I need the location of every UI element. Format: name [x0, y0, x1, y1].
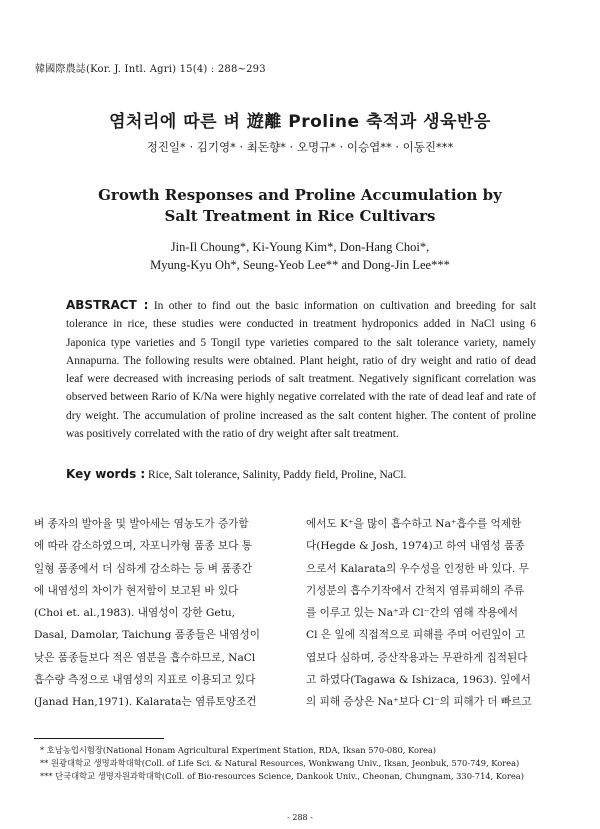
abstract-line: variety, namely Annapurna. The following results were obtained. Plant height, ratio of dry: [66, 336, 536, 367]
english-authors-line-1: Jin-Il Choung*, Ki-Young Kim*, Don-Hang Choi*,: [170, 240, 430, 254]
abstract-line: In other to find out the basic information on cultivation and breeding for salt: [153, 300, 537, 312]
abstract-line: Negatively significant correlation was observed between Rario of K/Na were highly negative: [66, 373, 536, 404]
footnote: ** 원광대학교 생명과학대학(Coll. of Life Sci. & Natural Resources, Wonkwang Univ., Iksan, Jeonbuk, 570-749, Korea): [40, 758, 520, 768]
abstract-line: tolerance in rice, these studies were conducted in treatment hydroponics added in NaCl: [66, 318, 495, 331]
body-line: 벼 종자의 발아율 및 발아세는 염농도가 증가함: [34, 518, 249, 530]
body-line: 를 이루고 있는 Na⁺과 Cl⁻간의 염해 작용에서: [306, 607, 518, 620]
footnote-divider: [34, 738, 164, 739]
footnotes: [40, 744, 580, 783]
korean-authors: 정진일* · 김기영* · 최돈향* · 오명규* · 이승엽** · 이동진***: [146, 140, 454, 154]
body-line: 다(Hegde & Josh, 1974)고 하여 내염성 품종: [306, 540, 525, 553]
body-line: (Janad Han,1971). Kalarata는 염류토양조건: [34, 696, 257, 709]
body-line: 엽보다 심하며, 증산작용과는 무관하게 집적된다: [306, 651, 528, 664]
body-line: Cl 은 잎에 직접적으로 피해를 주며 어린잎이 고: [306, 629, 526, 642]
journal-citation: 韓國際農誌(Kor. J. Intl. Agri) 15(4) : 288~293: [35, 64, 266, 75]
abstract-line: the ratio of dry weight after salt treatment.: [205, 428, 399, 441]
korean-title: 염처리에 따른 벼 遊離 Proline 축적과 생육반응: [109, 112, 491, 132]
abstract-label: ABSTRACT :: [66, 298, 149, 312]
english-authors: [0, 238, 600, 274]
english-title-line-2: Salt Treatment in Rice Cultivars: [164, 207, 436, 225]
body-line: 고 하였다(Tagawa & Ishizaca, 1963). 잎에서: [306, 674, 531, 687]
body-line: 에서도 K⁺을 많이 흡수하고 Na⁺흡수를 억제한: [306, 518, 522, 530]
body-line: 에 내염성의 차이가 현저함이 보고된 바 있다: [34, 584, 239, 597]
english-title: [0, 185, 600, 227]
page-number: - 288 -: [287, 813, 313, 822]
body-left-column: [34, 513, 284, 714]
body-line: Dasal, Damolar, Taichung 품종들은 내염성이: [34, 629, 260, 642]
abstract-line: weight and ratio of dead leaf were decreased with increasing periods of salt treatment.: [66, 354, 537, 386]
body-line: 에 따라 감소하였으며, 자포니카형 품종 보다 통: [34, 540, 253, 553]
abstract-line: using 6 Japonica type varieties and 5 Tongil type varieties compared to the salt tolerance: [66, 318, 536, 349]
body-line: 일형 품종에서 더 심하게 감소하는 등 벼 품종간: [34, 562, 253, 575]
keywords-text: Rice, Salt tolerance, Salinity, Paddy field, Proline, NaCl.: [148, 469, 407, 481]
body-line: 으로서 Kalarata의 우수성을 인정한 바 있다. 무: [306, 562, 529, 575]
english-title-line-1: Growth Responses and Proline Accumulation by: [98, 186, 502, 204]
body-line: 의 피해 증상은 Na⁺보다 Cl⁻의 피해가 더 빠르고: [306, 696, 532, 709]
abstract-line: correlated with the rate of dead leaf and rate of dry weight. The accumulation of proline: [66, 391, 536, 422]
footnote: *** 단국대학교 생명자원과학대학(Coll. of Bio-resources Science, Dankook Univ., Cheonan, Chungnam, 330-714, Korea): [40, 771, 524, 781]
body-line: 기성분의 흡수기작에서 간척지 염류피해의 주류: [306, 584, 525, 597]
abstract: [66, 296, 536, 443]
body-right-column: [306, 513, 556, 714]
body-line: (Choi et. al.,1983). 내염성이 강한 Getu,: [34, 607, 236, 620]
body-line: 낮은 품종들보다 적은 염분을 흡수하므로, NaCl: [34, 651, 256, 664]
body-line: 흡수량 측정으로 내염성의 지표로 이용되고 있다: [34, 674, 256, 687]
keywords-label: Key words :: [66, 467, 146, 481]
abstract-line: increased as the salt content higher. The content of proline was positively correlated with: [66, 409, 537, 441]
footnote: * 호남농업시험장(National Honam Agricultural Experiment Station, RDA, Iksan 570-080, Korea): [40, 745, 437, 755]
keywords: [66, 467, 546, 481]
english-authors-line-2: Myung-Kyu Oh*, Seung-Yeob Lee** and Dong-Jin Lee***: [150, 258, 450, 272]
